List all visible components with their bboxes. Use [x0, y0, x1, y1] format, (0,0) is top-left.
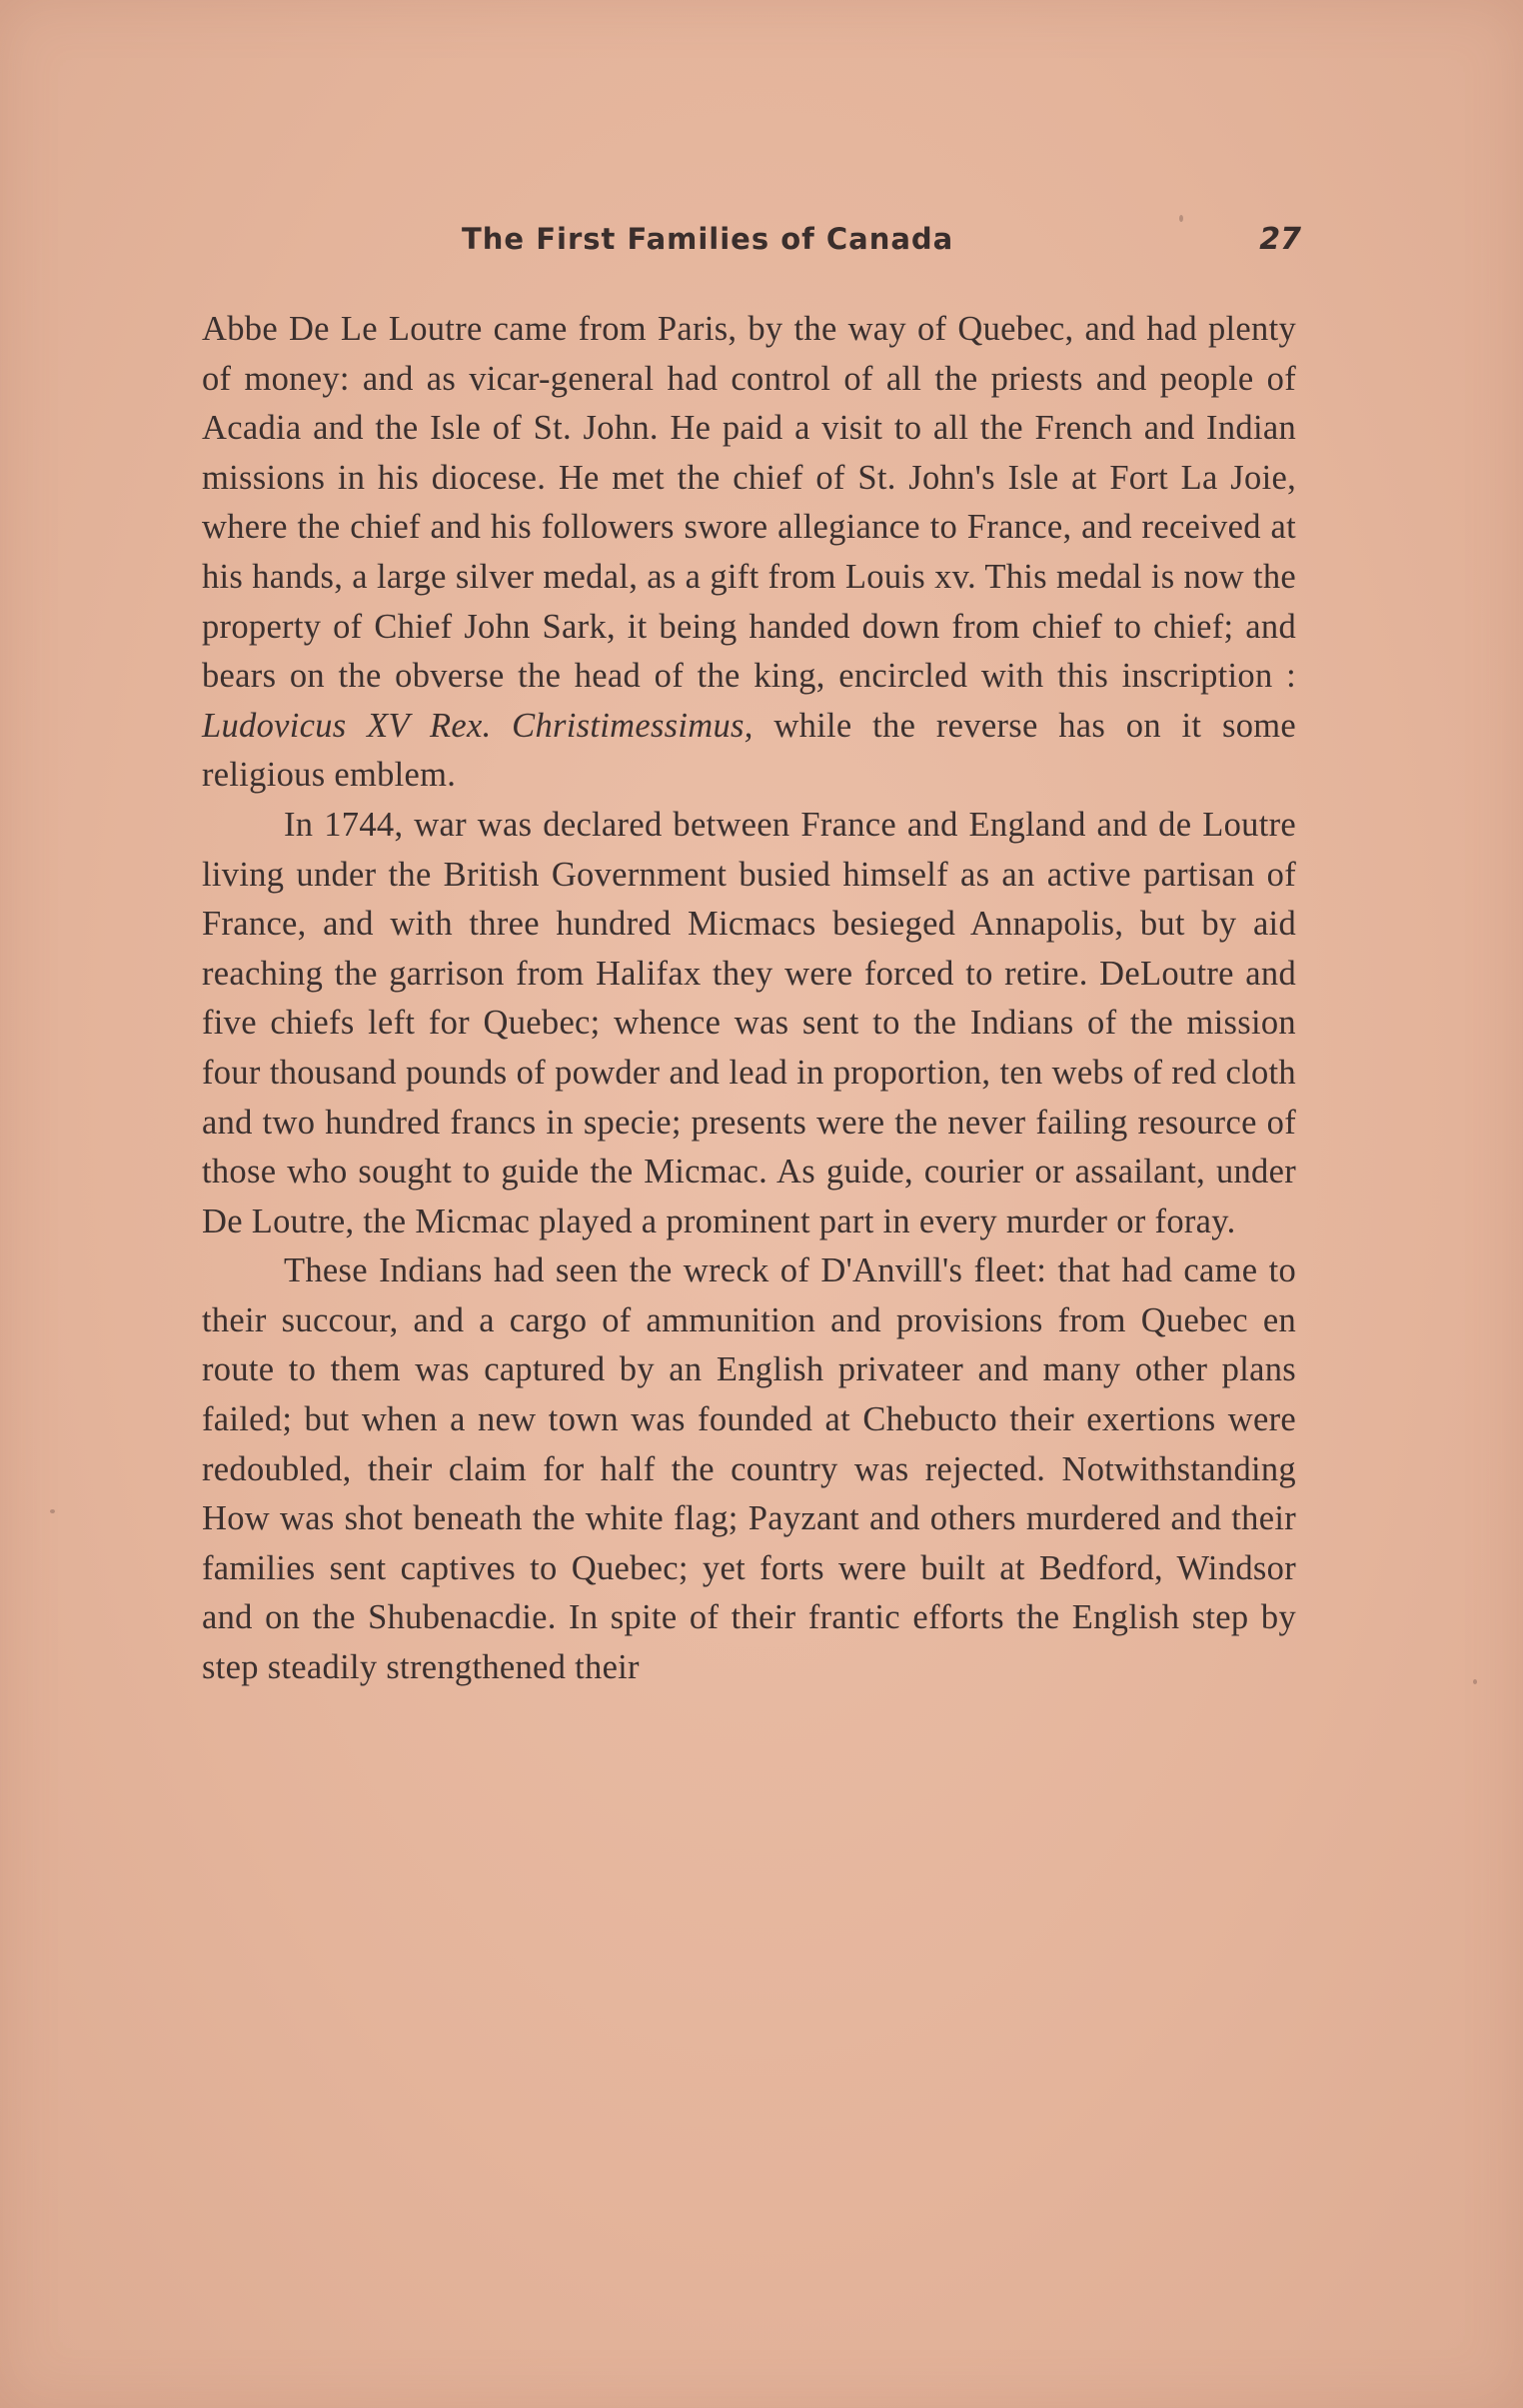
paper-speck	[50, 1509, 55, 1513]
paragraph-1	[202, 305, 1296, 801]
body-text	[202, 305, 1296, 1693]
paper-speck	[1179, 215, 1183, 222]
running-head	[202, 222, 1301, 272]
paper-speck	[1473, 1679, 1477, 1684]
paragraph-2: In 1744, war was declared between France and England and de Loutre living under the British Government busied himself as an active partisan of France, and with three hundred Micmacs besieged Annapolis, but by aid reaching the garrison from Halifax they were forced to retire. DeLoutre and five chiefs left for Quebec; whence was sent to the Indians of the mission four thousand pounds of powder and lead in proportion, ten webs of red cloth and two hundred francs in specie; presents were the never failing resource of those who sought to guide the Micmac. As guide, courier or assailant, under De Loutre, the Micmac played a prominent part in every murder or foray.	[202, 805, 1296, 1240]
medal-inscription: Ludovicus XV Rex. Christimessimus,	[202, 706, 754, 745]
page-number: 27	[1259, 222, 1301, 257]
running-title: The First Families of Canada	[462, 222, 954, 256]
paragraph-3: These Indians had seen the wreck of D'Anvill's fleet: that had came to their succour, and a cargo of ammunition and provisions from Quebec en route to them was captured by an English privateer and many other plans failed; but when a new town was founded at Chebucto their exertions were redoubled, their claim for half the country was rejected. Notwithstanding How was shot beneath the white flag; Payzant and others murdered and their families sent captives to Quebec; yet forts were built at Bedford, Windsor and on the Shubenacdie. In spite of their frantic efforts the English step by step steadily strengthened their	[202, 1251, 1296, 1687]
paragraph-1-text-end: while the reverse has on it some religious emblem.	[202, 706, 1296, 795]
paragraph-1-text: Abbe De Le Loutre came from Paris, by the way of Quebec, and had plenty of money: and as vicar-general had control of all the priests and people of Acadia and the Isle of St. John. He paid a visit to all the French and Indian missions in his diocese. He met the chief of St. John's Isle at Fort La Joie, where the chief and his followers swore allegiance to France, and received at his hands, a large silver medal, as a gift from Louis xv. This medal is now the property of Chief John Sark, it being handed down from chief to chief; and bears on the obverse the head of the king, encircled with this inscription :	[202, 310, 1296, 696]
